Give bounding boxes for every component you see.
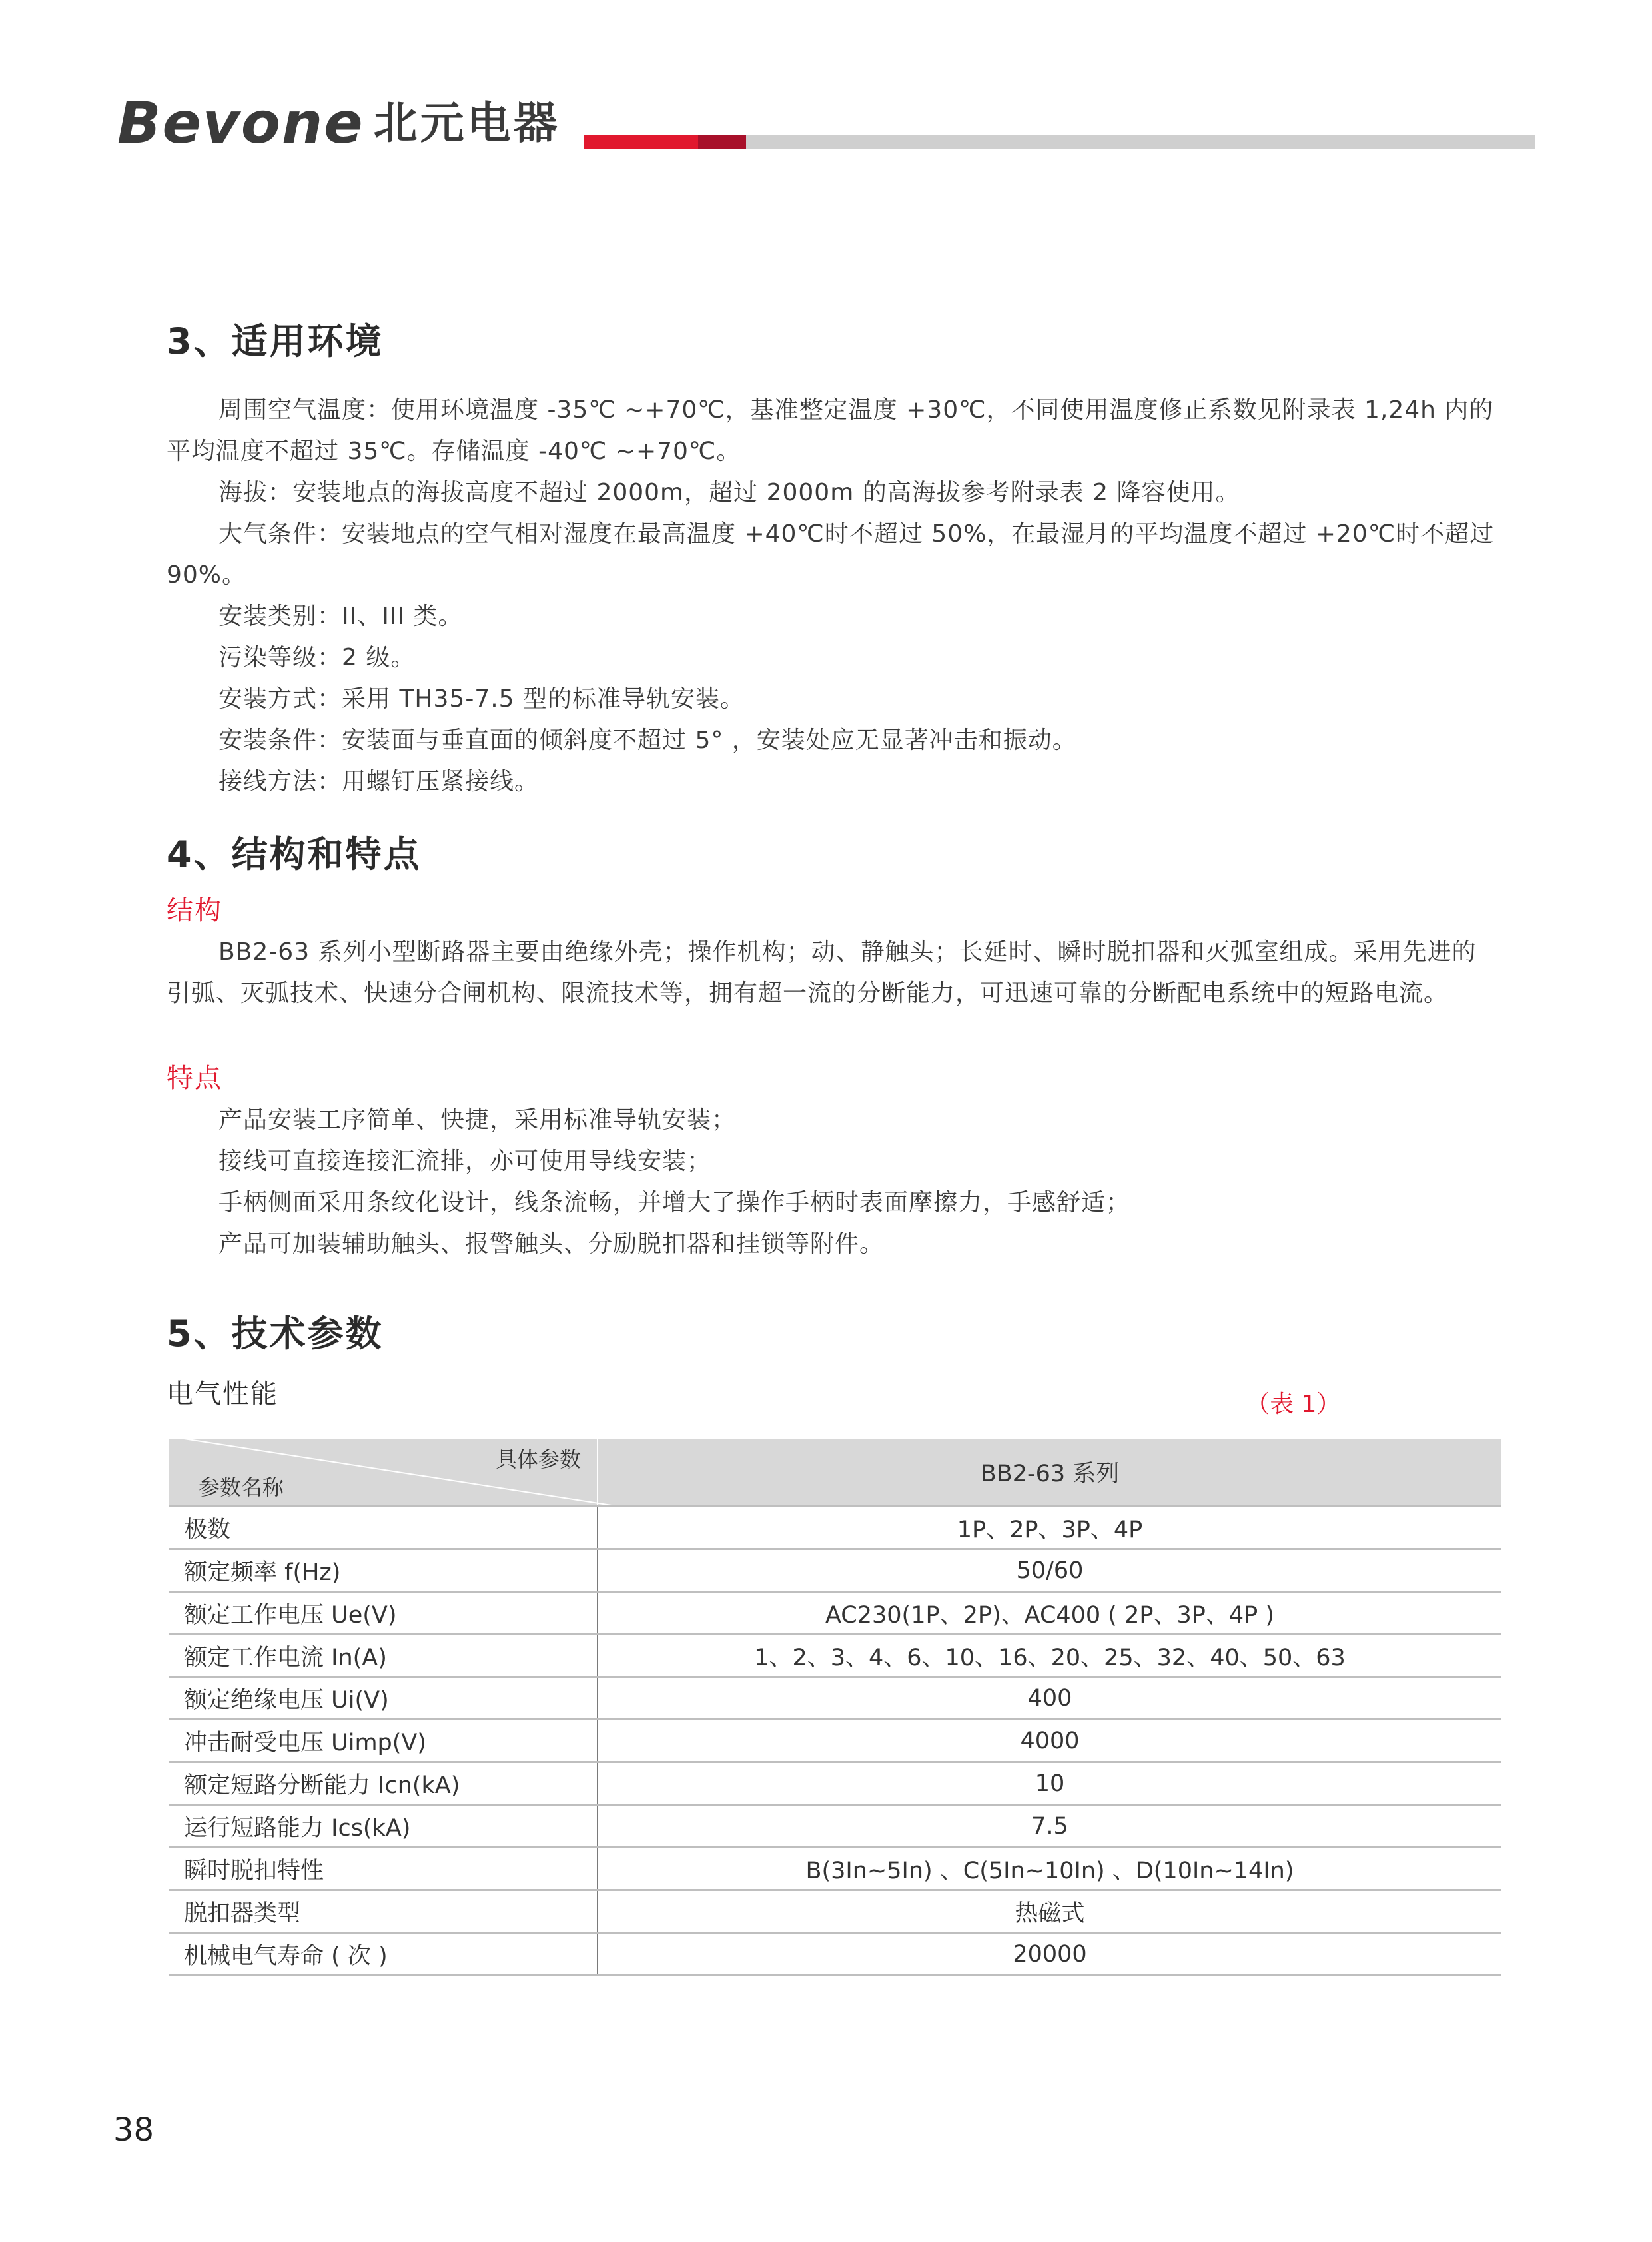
paragraph: 周围空气温度：使用环境温度 -35℃ ~+70℃，基准整定温度 +30℃，不同使用温度修正系数见附录表 1,24h 内的平均温度不超过 35℃。存储温度 -40℃ ~+70℃。 (167, 396, 1494, 465)
parameters-table (169, 1439, 1501, 1976)
paragraph: 大气条件：安装地点的空气相对湿度在最高温度 +40℃时不超过 50%，在最湿月的平均温度不超过 +20℃时不超过 90%。 (167, 520, 1495, 589)
table-row (169, 1762, 1501, 1805)
param-name: 额定工作电流 In(A) (169, 1635, 598, 1677)
param-value: 热磁式 (598, 1890, 1501, 1933)
param-name: 瞬时脱扣特性 (169, 1848, 598, 1890)
param-name: 冲击耐受电压 Uimp(V) (169, 1720, 598, 1762)
section-title: 4、结构和特点 (167, 833, 422, 875)
features-label: 特点 (167, 1063, 222, 1094)
structure-label: 结构 (167, 895, 222, 926)
param-name: 额定绝缘电压 Ui(V) (169, 1677, 598, 1720)
table-row (169, 1592, 1501, 1635)
param-value: 20000 (598, 1933, 1501, 1976)
table-subtitle: 电气性能 (167, 1379, 278, 1409)
param-name: 额定工作电压 Ue(V) (169, 1592, 598, 1635)
page-header (0, 0, 1652, 173)
param-value: 1、2、3、4、6、10、16、20、25、32、40、50、63 (598, 1635, 1501, 1677)
table-row (169, 1677, 1501, 1720)
section-environment (167, 313, 1499, 803)
header-bar-red (584, 135, 698, 149)
logo-latin-text: Bevone (117, 90, 364, 157)
param-name: 额定频率 f(Hz) (169, 1549, 598, 1592)
table-row (169, 1720, 1501, 1762)
table-row (169, 1890, 1501, 1933)
feature-item: 手柄侧面采用条纹化设计，线条流畅，并增大了操作手柄时表面摩擦力，手感舒适； (218, 1189, 1131, 1216)
table-row (169, 1635, 1501, 1677)
paragraph: 安装方式：采用 TH35-7.5 型的标准导轨安装。 (218, 685, 745, 713)
param-name: 额定短路分断能力 Icn(kA) (169, 1762, 598, 1805)
feature-item: 接线可直接连接汇流排，亦可使用导线安装； (218, 1148, 712, 1175)
section-title: 5、技术参数 (167, 1313, 384, 1355)
paragraph: 海拔：安装地点的海拔高度不超过 2000m，超过 2000m 的高海拔参考附录表 2 降容使用。 (218, 479, 1240, 506)
table-row (169, 1933, 1501, 1976)
brand-logo (117, 90, 560, 157)
section-title: 3、适用环境 (167, 320, 384, 362)
table-caption: （表 1） (1246, 1391, 1341, 1418)
table-header-row (169, 1439, 1501, 1507)
param-value: B(3In~5In) 、C(5In~10In) 、D(10In~14In) (598, 1848, 1501, 1890)
table-row (169, 1549, 1501, 1592)
corner-cell (169, 1439, 598, 1507)
table-row (169, 1805, 1501, 1848)
param-name: 运行短路能力 Ics(kA) (169, 1805, 598, 1848)
param-value: 1P、2P、3P、4P (598, 1507, 1501, 1549)
paragraph: 接线方法：用螺钉压紧接线。 (218, 768, 540, 795)
header-bar-dark-red (698, 135, 746, 149)
corner-bottom-label: 参数名称 (199, 1475, 284, 1500)
paragraph: 安装条件：安装面与垂直面的倾斜度不超过 5° ，安装处应无显著冲击和振动。 (218, 727, 1077, 754)
structure-paragraph: BB2-63 系列小型断路器主要由绝缘外壳；操作机构；动、静触头；长延时、瞬时脱扣器和灭弧室组成。采用先进的引弧、灭弧技术、快速分合闸机构、限流技术等，拥有超一流的分断能力，可迅速可靠的分断配电系统中的短路电流。 (167, 938, 1477, 1007)
param-value: 7.5 (598, 1805, 1501, 1848)
feature-item: 产品安装工序简单、快捷，采用标准导轨安装； (218, 1106, 737, 1134)
column-header: BB2-63 系列 (598, 1439, 1501, 1507)
table-row (169, 1507, 1501, 1549)
param-value: AC230(1P、2P)、AC400 ( 2P、3P、4P ) (598, 1592, 1501, 1635)
param-name: 机械电气寿命 ( 次 ) (169, 1933, 598, 1976)
feature-item: 产品可加装辅助触头、报警触头、分励脱扣器和挂锁等附件。 (218, 1230, 885, 1258)
corner-top-label: 具体参数 (495, 1447, 581, 1472)
table-row (169, 1848, 1501, 1890)
param-value: 50/60 (598, 1549, 1501, 1592)
param-value: 400 (598, 1677, 1501, 1720)
param-value: 4000 (598, 1720, 1501, 1762)
param-name: 脱扣器类型 (169, 1890, 598, 1933)
logo-cn-text: 北元电器 (373, 97, 560, 149)
param-name: 极数 (169, 1507, 598, 1549)
paragraph: 污染等级：2 级。 (218, 644, 416, 671)
header-bar-gray (746, 135, 1535, 149)
page-number: 38 (113, 2111, 155, 2149)
paragraph: 安装类别：II、III 类。 (218, 603, 463, 630)
section-structure-features (167, 826, 1499, 1265)
param-value: 10 (598, 1762, 1501, 1805)
